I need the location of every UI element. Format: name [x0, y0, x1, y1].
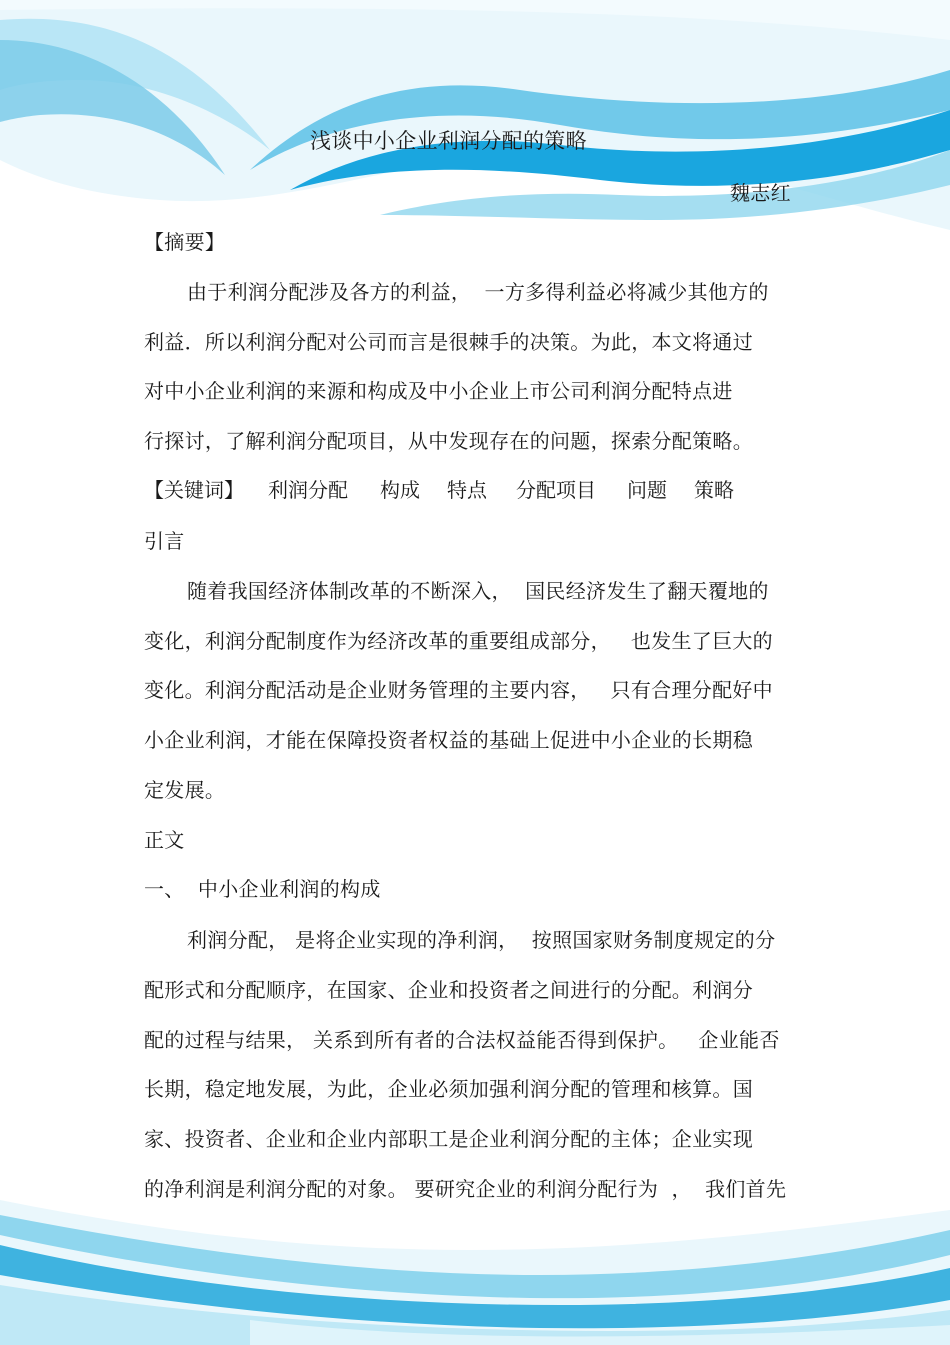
intro-line: 变化。利润分配活动是企业财务管理的主要内容， 只有合理分配好中 [144, 678, 773, 702]
intro-heading: 引言 [144, 529, 185, 553]
abstract-line: 利益．所以利润分配对公司而言是很棘手的决策。为此，本文将通过 [144, 330, 753, 354]
keyword-item: 特点 [447, 478, 487, 502]
keyword-item: 策略 [694, 478, 734, 502]
intro-line: 小企业利润，才能在保障投资者权益的基础上促进中小企业的长期稳 [144, 728, 753, 752]
keywords-heading: 【关键词】 [144, 478, 244, 502]
abstract-line: 由于利润分配涉及各方的利益， 一方多得利益必将减少其他方的 [187, 280, 769, 304]
body-heading: 正文 [144, 828, 185, 852]
document-title: 浅谈中小企业利润分配的策略 [310, 129, 587, 153]
intro-line: 变化，利润分配制度作为经济改革的重要组成部分， 也发生了巨大的 [144, 629, 773, 653]
section-line: 配的过程与结果， 关系到所有者的合法权益能否得到保护。 企业能否 [144, 1028, 780, 1052]
section-line: 利润分配， 是将企业实现的净利润， 按照国家财务制度规定的分 [187, 928, 776, 952]
section-line: 家、投资者、企业和企业内部职工是企业利润分配的主体；企业实现 [144, 1127, 753, 1151]
abstract-line: 行探讨，了解利润分配项目，从中发现存在的问题，探索分配策略。 [144, 429, 753, 453]
section-line: 配形式和分配顺序，在国家、企业和投资者之间进行的分配。利润分 [144, 978, 753, 1002]
keyword-item: 利润分配 [268, 478, 348, 502]
author-name: 魏志红 [730, 181, 791, 205]
abstract-line: 对中小企业利润的来源和构成及中小企业上市公司利润分配特点进 [144, 379, 733, 403]
keyword-item: 分配项目 [516, 478, 596, 502]
section-line: 的净利润是利润分配的对象。 要研究企业的利润分配行为 ， 我们首先 [144, 1177, 787, 1201]
keyword-item: 问题 [627, 478, 667, 502]
intro-line: 定发展。 [144, 778, 226, 802]
section-line: 长期，稳定地发展，为此，企业必须加强利润分配的管理和核算。国 [144, 1077, 753, 1101]
abstract-heading: 【摘要】 [144, 230, 226, 254]
keyword-item: 构成 [380, 478, 420, 502]
intro-line: 随着我国经济体制改革的不断深入， 国民经济发生了翻天覆地的 [187, 579, 769, 603]
section-heading: 一、 中小企业利润的构成 [144, 877, 381, 901]
